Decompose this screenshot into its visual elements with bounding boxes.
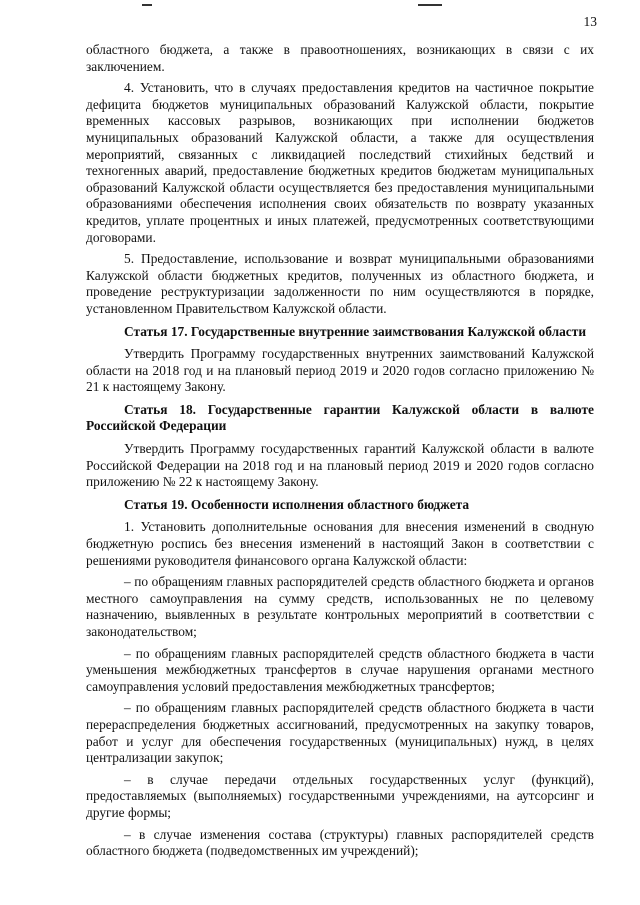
paragraph-item-5: 5. Предоставление, использование и возврат муниципальными образованиями Калужской области бюджетных кредитов, полученных из областного бюджета, и проведение реструктуризации задолженности по ним осуществляются в порядке, установленном Правительством Калужской области.	[86, 251, 594, 316]
scan-mark-left	[142, 4, 152, 6]
article-18-paragraph: Утвердить Программу государственных гарантий Калужской области в валюте Российской Федерации на 2018 год и на плановый период 2019 и 2020 годов согласно приложению № 22 к настоящему Закону.	[86, 441, 594, 490]
article-19-title: Статья 19. Особенности исполнения областного бюджета	[124, 496, 470, 512]
article-19-list-item: – по обращениям главных распорядителей средств областного бюджета и органов местного самоуправления на сумму средств, использованных не по целевому назначению, выявленных в результате контрольных мероприятий в соответствии с законодательством;	[86, 574, 594, 639]
document-body	[86, 42, 594, 865]
article-19-paragraph-1: 1. Установить дополнительные основания для внесения изменений в сводную бюджетную роспись без внесения изменений в настоящий Закон в соответствии с решениями руководителя финансового органа Калужской области:	[86, 519, 594, 568]
article-19-list-item: – по обращениям главных распорядителей средств областного бюджета в части перераспределения бюджетных ассигнований, предусмотренных на закупку товаров, работ и услуг для обеспечения государственных (муниципальных) нужд, в целях централизации закупок;	[86, 700, 594, 766]
article-17-title: Статья 17. Государственные внутренние заимствования Калужской области	[124, 323, 587, 339]
article-19-list-item: – в случае изменения состава (структуры) главных распорядителей средств областного бюджета (подведомственных им учреждений);	[86, 826, 594, 859]
article-19-list-item: – по обращениям главных распорядителей средств областного бюджета в части уменьшения межбюджетных трансфертов в случае нарушения органами местного самоуправления условий предоставления межбюджетных трансфертов;	[86, 645, 594, 694]
continuation-paragraph: областного бюджета, а также в правоотношениях, возникающих в связи с их заключением.	[86, 42, 594, 74]
article-19-list-item: – в случае передачи отдельных государственных услуг (функций), предоставляемых (выполняемых) государственными учреждениями, на аутсорсинг и другие формы;	[86, 771, 594, 820]
article-18-title: Статья 18. Государственные гарантии Калужской области в валюте Российской Федерации	[86, 401, 594, 434]
article-17-paragraph: Утвердить Программу государственных внутренних заимствований Калужской области на 2018 год и на плановый период 2019 и 2020 годов согласно приложению № 21 к настоящему Закону.	[86, 346, 594, 395]
scan-mark-center	[418, 4, 442, 6]
paragraph-item-4: 4. Установить, что в случаях предоставления кредитов на частичное покрытие дефицита бюджетов муниципальных образований Калужской области, покрытие временных кассовых разрывов, возникающих при исполнении бюджетов муниципальных образований Калужской области, а также для осуществления мероприятий, связанных с ликвидацией последствий стихийных бедствий и техногенных аварий, предоставление бюджетных кредитов бюджетам муниципальных образований Калужской области осуществляется без предоставления муниципальными образованиями обеспечения исполнения своих обязательств по возврату указанных кредитов, уплате процентных и иных платежей, предусмотренных соответствующими договорами.	[86, 80, 594, 245]
page-number: 13	[583, 14, 597, 29]
